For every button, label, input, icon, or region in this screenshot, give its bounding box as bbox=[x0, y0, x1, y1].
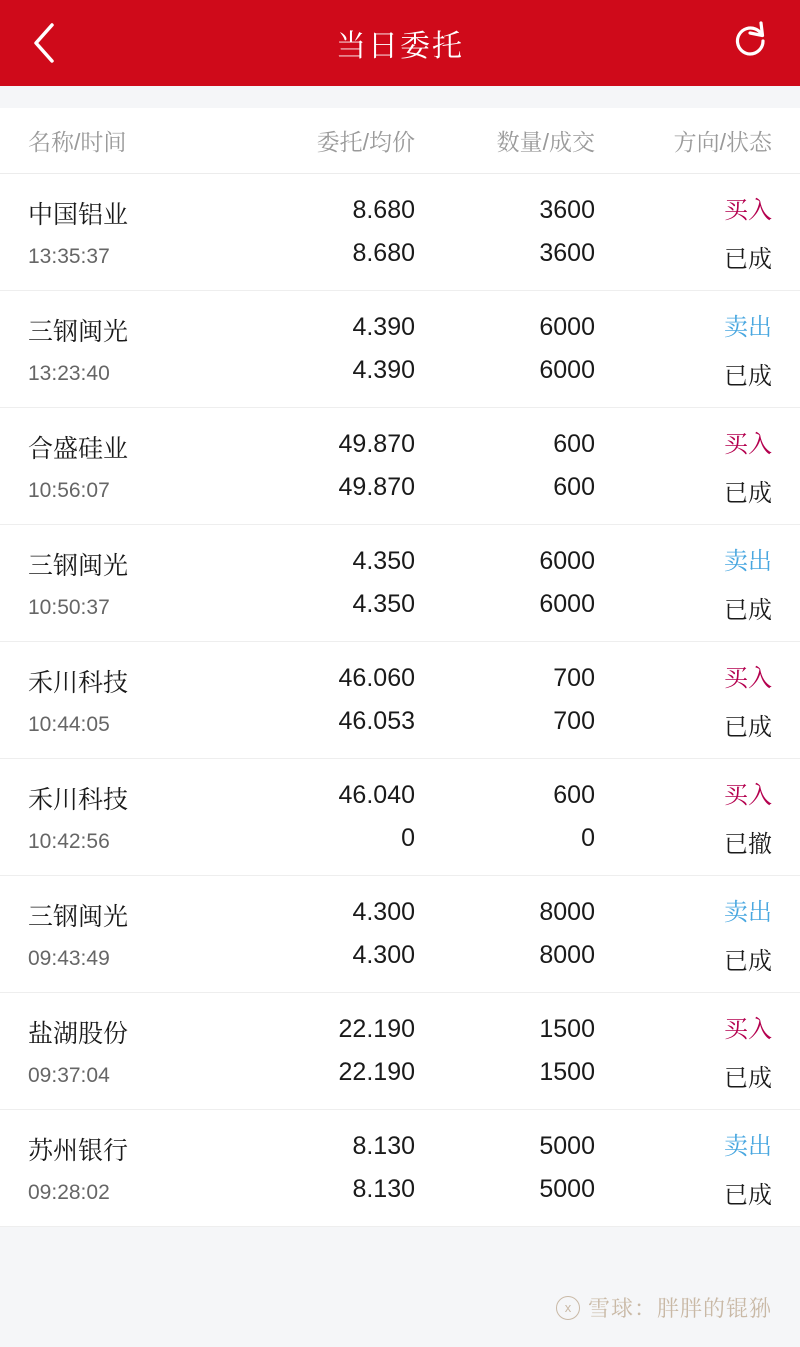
avg-price: 4.300 bbox=[352, 941, 415, 969]
avg-price: 0 bbox=[401, 824, 415, 852]
order-price: 4.390 bbox=[352, 313, 415, 341]
order-price-avg bbox=[250, 313, 415, 385]
avg-price: 8.680 bbox=[352, 239, 415, 267]
table-row[interactable] bbox=[0, 408, 800, 525]
table-row[interactable] bbox=[0, 174, 800, 291]
order-qty-filled bbox=[415, 1015, 595, 1087]
order-name-time bbox=[0, 780, 250, 854]
order-time: 10:56:07 bbox=[28, 479, 110, 502]
order-name-time bbox=[0, 195, 250, 269]
stock-name: 中国铝业 bbox=[28, 201, 129, 229]
order-side-status bbox=[595, 424, 800, 508]
order-side-status bbox=[595, 307, 800, 391]
order-price: 22.190 bbox=[338, 1015, 415, 1043]
order-filled: 3600 bbox=[539, 239, 595, 267]
table-row[interactable] bbox=[0, 759, 800, 876]
order-side: 买入 bbox=[724, 665, 772, 692]
order-side: 卖出 bbox=[724, 1133, 772, 1160]
order-price-avg bbox=[250, 781, 415, 853]
order-side: 卖出 bbox=[724, 899, 772, 926]
order-qty-filled bbox=[415, 430, 595, 502]
order-qty-filled bbox=[415, 664, 595, 736]
order-quantity: 3600 bbox=[539, 196, 595, 224]
order-qty-filled bbox=[415, 547, 595, 619]
order-list[interactable] bbox=[0, 174, 800, 1227]
order-side-status bbox=[595, 1009, 800, 1093]
stock-name: 三钢闽光 bbox=[28, 552, 129, 580]
footer-area bbox=[0, 1227, 800, 1347]
table-row[interactable] bbox=[0, 993, 800, 1110]
avg-price: 8.130 bbox=[352, 1175, 415, 1203]
stock-name: 盐湖股份 bbox=[28, 1020, 129, 1048]
table-header bbox=[0, 108, 800, 174]
order-time: 10:50:37 bbox=[28, 596, 110, 619]
order-time: 09:37:04 bbox=[28, 1064, 110, 1087]
avg-price: 4.390 bbox=[352, 356, 415, 384]
order-side-status bbox=[595, 1126, 800, 1210]
order-quantity: 6000 bbox=[539, 547, 595, 575]
status-badge: 已成 bbox=[724, 1065, 772, 1092]
order-price-avg bbox=[250, 1015, 415, 1087]
avg-price: 46.053 bbox=[338, 707, 415, 735]
order-qty-filled bbox=[415, 1132, 595, 1204]
status-badge: 已成 bbox=[724, 1182, 772, 1209]
status-badge: 已成 bbox=[724, 480, 772, 507]
chevron-left-icon bbox=[30, 19, 60, 67]
avg-price: 4.350 bbox=[352, 590, 415, 618]
order-price-avg bbox=[250, 430, 415, 502]
order-price-avg bbox=[250, 1132, 415, 1204]
order-name-time bbox=[0, 312, 250, 386]
stock-name: 苏州银行 bbox=[28, 1137, 129, 1165]
order-quantity: 600 bbox=[553, 430, 595, 458]
order-time: 13:23:40 bbox=[28, 362, 110, 385]
order-qty-filled bbox=[415, 781, 595, 853]
order-name-time bbox=[0, 546, 250, 620]
order-side-status bbox=[595, 775, 800, 859]
order-price: 4.300 bbox=[352, 898, 415, 926]
order-qty-filled bbox=[415, 898, 595, 970]
order-time: 10:44:05 bbox=[28, 713, 110, 736]
order-price: 49.870 bbox=[338, 430, 415, 458]
table-row[interactable] bbox=[0, 291, 800, 408]
order-filled: 600 bbox=[553, 473, 595, 501]
order-price: 46.040 bbox=[338, 781, 415, 809]
status-badge: 已成 bbox=[724, 948, 772, 975]
stock-name: 三钢闽光 bbox=[28, 318, 129, 346]
order-filled: 0 bbox=[581, 824, 595, 852]
watermark bbox=[556, 1292, 772, 1323]
order-quantity: 700 bbox=[553, 664, 595, 692]
watermark-badge-icon: x bbox=[556, 1296, 580, 1320]
order-side-status bbox=[595, 658, 800, 742]
stock-name: 三钢闽光 bbox=[28, 903, 129, 931]
order-side: 买入 bbox=[724, 782, 772, 809]
page-title: 当日委托 bbox=[336, 30, 464, 63]
order-qty-filled bbox=[415, 196, 595, 268]
status-badge: 已成 bbox=[724, 363, 772, 390]
stock-name: 禾川科技 bbox=[28, 786, 129, 814]
table-row[interactable] bbox=[0, 1110, 800, 1227]
order-quantity: 6000 bbox=[539, 313, 595, 341]
order-side-status bbox=[595, 541, 800, 625]
table-row[interactable] bbox=[0, 525, 800, 642]
order-side-status bbox=[595, 190, 800, 274]
order-filled: 8000 bbox=[539, 941, 595, 969]
order-price-avg bbox=[250, 547, 415, 619]
avg-price: 49.870 bbox=[338, 473, 415, 501]
order-filled: 6000 bbox=[539, 356, 595, 384]
watermark-text: 雪球：胖胖的锟狲 bbox=[587, 1296, 772, 1321]
order-quantity: 1500 bbox=[539, 1015, 595, 1043]
status-badge: 已成 bbox=[724, 597, 772, 624]
stock-name: 禾川科技 bbox=[28, 669, 129, 697]
order-price-avg bbox=[250, 898, 415, 970]
status-badge: 已成 bbox=[724, 246, 772, 273]
order-name-time bbox=[0, 1014, 250, 1088]
column-header-name-time: 名称/时间 bbox=[28, 129, 127, 155]
app-header bbox=[0, 0, 800, 86]
order-quantity: 5000 bbox=[539, 1132, 595, 1160]
order-side: 卖出 bbox=[724, 548, 772, 575]
header-divider bbox=[0, 86, 800, 108]
refresh-icon bbox=[730, 19, 770, 68]
order-filled: 1500 bbox=[539, 1058, 595, 1086]
order-price: 46.060 bbox=[338, 664, 415, 692]
column-header-qty-filled: 数量/成交 bbox=[496, 129, 595, 155]
avg-price: 22.190 bbox=[338, 1058, 415, 1086]
order-filled: 6000 bbox=[539, 590, 595, 618]
order-quantity: 8000 bbox=[539, 898, 595, 926]
order-time: 10:42:56 bbox=[28, 830, 110, 853]
back-button[interactable] bbox=[30, 19, 78, 67]
status-badge: 已成 bbox=[724, 714, 772, 741]
order-time: 09:28:02 bbox=[28, 1181, 110, 1204]
refresh-button[interactable] bbox=[722, 19, 770, 67]
order-quantity: 600 bbox=[553, 781, 595, 809]
order-name-time bbox=[0, 897, 250, 971]
table-row[interactable] bbox=[0, 876, 800, 993]
order-name-time bbox=[0, 663, 250, 737]
order-qty-filled bbox=[415, 313, 595, 385]
order-filled: 700 bbox=[553, 707, 595, 735]
order-price-avg bbox=[250, 196, 415, 268]
order-side: 买入 bbox=[724, 431, 772, 458]
order-filled: 5000 bbox=[539, 1175, 595, 1203]
order-side: 卖出 bbox=[724, 314, 772, 341]
order-name-time bbox=[0, 1131, 250, 1205]
column-header-price-avg: 委托/均价 bbox=[316, 129, 415, 155]
order-time: 13:35:37 bbox=[28, 245, 110, 268]
order-time: 09:43:49 bbox=[28, 947, 110, 970]
table-row[interactable] bbox=[0, 642, 800, 759]
column-header-side-status: 方向/状态 bbox=[673, 129, 772, 155]
stock-name: 合盛硅业 bbox=[28, 435, 129, 463]
order-price: 4.350 bbox=[352, 547, 415, 575]
order-side: 买入 bbox=[724, 1016, 772, 1043]
status-badge: 已撤 bbox=[724, 831, 772, 858]
order-name-time bbox=[0, 429, 250, 503]
order-side: 买入 bbox=[724, 197, 772, 224]
order-price: 8.130 bbox=[352, 1132, 415, 1160]
order-side-status bbox=[595, 892, 800, 976]
order-price-avg bbox=[250, 664, 415, 736]
order-price: 8.680 bbox=[352, 196, 415, 224]
